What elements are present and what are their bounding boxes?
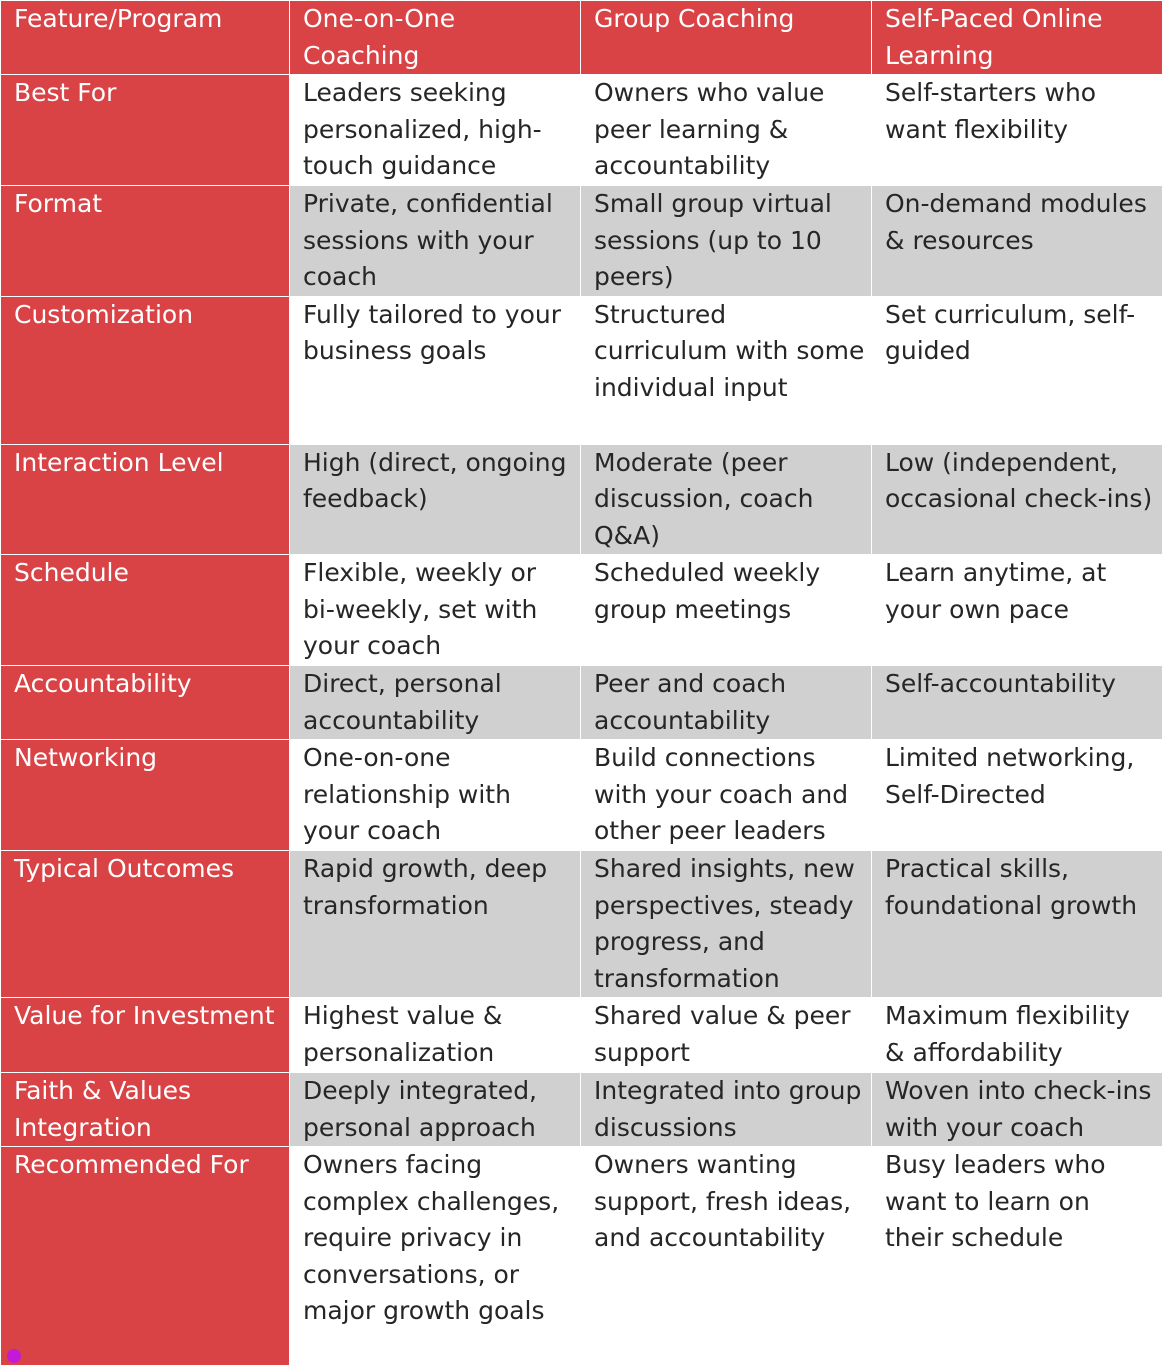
col-header-group: Group Coaching xyxy=(581,1,872,75)
cell-one-on-one: Direct, personal accountability xyxy=(290,666,581,740)
header-row xyxy=(1,1,1162,75)
cell-self-paced: Practical skills, foundational growth xyxy=(872,851,1162,998)
cell-group: Shared value & peer support xyxy=(581,998,872,1073)
cell-one-on-one: Fully tailored to your business goals xyxy=(290,296,581,444)
cell-self-paced: Learn anytime, at your own pace xyxy=(872,555,1162,666)
cell-one-on-one: Deeply integrated, personal approach xyxy=(290,1073,581,1147)
row-label: Best For xyxy=(1,75,290,186)
row-label: Recommended For xyxy=(1,1147,290,1366)
cell-group: Owners who value peer learning & accountability xyxy=(581,75,872,186)
table-row xyxy=(1,666,1162,740)
table-row xyxy=(1,740,1162,851)
row-label: Networking xyxy=(1,740,290,851)
row-label: Typical Outcomes xyxy=(1,851,290,998)
table-row xyxy=(1,186,1162,297)
cell-self-paced: Busy leaders who want to learn on their schedule xyxy=(872,1147,1162,1366)
cell-group: Scheduled weekly group meetings xyxy=(581,555,872,666)
cell-self-paced: Low (independent, occasional check-ins) xyxy=(872,444,1162,555)
cell-one-on-one: Leaders seeking personalized, high-touch guidance xyxy=(290,75,581,186)
cell-self-paced: Self-starters who want flexibility xyxy=(872,75,1162,186)
row-label: Accountability xyxy=(1,666,290,740)
row-label: Value for Investment xyxy=(1,998,290,1073)
row-label: Customization xyxy=(1,296,290,444)
row-label: Interaction Level xyxy=(1,444,290,555)
cell-group: Small group virtual sessions (up to 10 peers) xyxy=(581,186,872,297)
cell-group: Shared insights, new perspectives, steady progress, and transformation xyxy=(581,851,872,998)
cell-one-on-one: High (direct, ongoing feedback) xyxy=(290,444,581,555)
cell-one-on-one: Rapid growth, deep transformation xyxy=(290,851,581,998)
col-header-one-on-one: One-on-One Coaching xyxy=(290,1,581,75)
cell-one-on-one: One-on-one relationship with your coach xyxy=(290,740,581,851)
cell-one-on-one: Private, confidential sessions with your coach xyxy=(290,186,581,297)
cell-group: Owners wanting support, fresh ideas, and accountability xyxy=(581,1147,872,1366)
table-row xyxy=(1,555,1162,666)
cell-self-paced: Self-accountability xyxy=(872,666,1162,740)
table-row xyxy=(1,444,1162,555)
table-row xyxy=(1,1147,1162,1366)
cell-self-paced: Maximum flexibility & affordability xyxy=(872,998,1162,1073)
table-row xyxy=(1,851,1162,998)
cell-self-paced: Woven into check-ins with your coach xyxy=(872,1073,1162,1147)
cell-group: Moderate (peer discussion, coach Q&A) xyxy=(581,444,872,555)
row-label: Schedule xyxy=(1,555,290,666)
col-header-self-paced: Self-Paced Online Learning xyxy=(872,1,1162,75)
cell-group: Structured curriculum with some individual input xyxy=(581,296,872,444)
cursor-dot-icon xyxy=(7,1349,21,1363)
cell-one-on-one: Owners facing complex challenges, require privacy in conversations, or major growth goals xyxy=(290,1147,581,1366)
table-row xyxy=(1,1073,1162,1147)
cell-group: Integrated into group discussions xyxy=(581,1073,872,1147)
row-label: Format xyxy=(1,186,290,297)
table-row xyxy=(1,75,1162,186)
row-label: Faith & Values Integration xyxy=(1,1073,290,1147)
table-row xyxy=(1,998,1162,1073)
cell-group: Peer and coach accountability xyxy=(581,666,872,740)
col-header-feature: Feature/Program xyxy=(1,1,290,75)
cell-one-on-one: Flexible, weekly or bi-weekly, set with your coach xyxy=(290,555,581,666)
cell-one-on-one: Highest value & personalization xyxy=(290,998,581,1073)
table-row xyxy=(1,296,1162,444)
cell-group: Build connections with your coach and other peer leaders xyxy=(581,740,872,851)
cell-self-paced: Set curriculum, self-guided xyxy=(872,296,1162,444)
cell-self-paced: On-demand modules & resources xyxy=(872,186,1162,297)
cell-self-paced: Limited networking, Self-Directed xyxy=(872,740,1162,851)
